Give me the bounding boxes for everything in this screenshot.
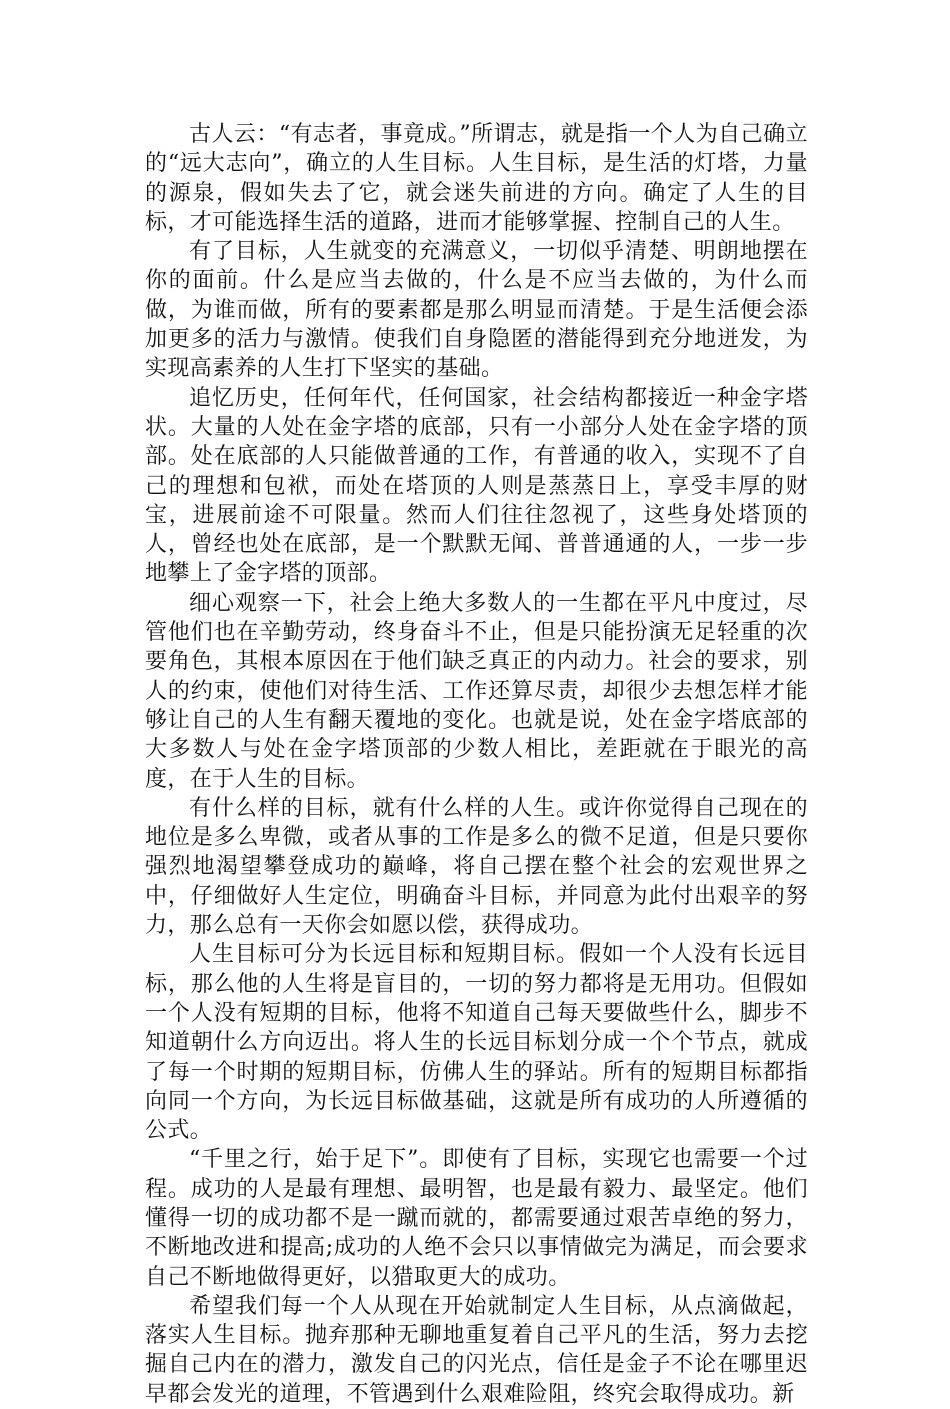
paragraph-6: 人生目标可分为长远目标和短期目标。假如一个人没有长远目标，那么他的人生将是盲目的，一切的努力都将是无用功。但假如一个人没有短期的目标，他将不知道自己每天要做些什么，脚步不知道朝什么方向迈出。将人生的长远目标划分成一个个节点，就成了每一个时期的短期目标，仿佛人生的驿站。所有的短期目标都指向同一个方向，为长远目标做基础，这就是所有成功的人所遵循的公式。 — [145, 942, 808, 1144]
paragraph-7: “千里之行，始于足下”。即使有了目标，实现它也需要一个过程。成功的人是最有理想、最明智，也是最有毅力、最坚定。他们懂得一切的成功都不是一蹴而就的，都需要通过艰苦卓绝的努力，不断地改进和提高;成功的人绝不会只以事情做完为满足，而会要求自己不断地做得更好，以猎取更大的成功。 — [145, 1147, 808, 1290]
document-body — [145, 120, 808, 1409]
paragraph-5: 有什么样的目标，就有什么样的人生。或许你觉得自己现在的地位是多么卑微，或者从事的工作是多么的微不足道，但是只要你强烈地渴望攀登成功的巅峰，将自己摆在整个社会的宏观世界之中，仔细做好人生定位，明确奋斗目标，并同意为此付出艰辛的努力，那么总有一天你会如愿以偿，获得成功。 — [145, 795, 808, 939]
paragraph-2: 有了目标，人生就变的充满意义，一切似乎清楚、明朗地摆在你的面前。什么是应当去做的，什么是不应当去做的，为什么而做，为谁而做，所有的要素都是那么明显而清楚。于是生活便会添加更多的活力与激情。使我们自身隐匿的潜能得到充分地迸发，为实现高素养的人生打下坚实的基础。 — [145, 239, 808, 382]
paragraph-8: 希望我们每一个人从现在开始就制定人生目标，从点滴做起，落实人生目标。抛弃那种无聊地重复着自己平凡的生活，努力去挖掘自己内在的潜力，激发自己的闪光点，信任是金子不论在哪里迟早都会发光的道理，不管遇到什么艰难险阻，终究会取得成功。新 — [145, 1293, 808, 1407]
paragraph-1: 古人云：“有志者，事竟成。”所谓志，就是指一个人为自己确立的“远大志向”，确立的人生目标。人生目标，是生活的灯塔，力量的源泉，假如失去了它，就会迷失前进的方向。确定了人生的目标，才可能选择生活的道路，进而才能够掌握、控制自己的人生。 — [145, 122, 808, 235]
paragraph-4: 细心观察一下，社会上绝大多数人的一生都在平凡中度过，尽管他们也在辛勤劳动，终身奋斗不止，但是只能扮演无足轻重的次要角色，其根本原因在于他们缺乏真正的内动力。社会的要求，别人的约束，使他们对待生活、工作还算尽责，却很少去想怎样才能够让自己的人生有翻天覆地的变化。也就是说，处在金字塔底部的大多数人与处在金字塔顶部的少数人相比，差距就在于眼光的高度，在于人生的目标。 — [145, 590, 808, 792]
paragraph-3: 追忆历史，任何年代，任何国家，社会结构都接近一种金字塔状。大量的人处在金字塔的底部，只有一小部分人处在金字塔的顶部。处在底部的人只能做普通的工作，有普通的收入，实现不了自己的理想和包袱，而处在塔顶的人则是蒸蒸日上，享受丰厚的财宝，进展前途不可限量。然而人们往往忽视了，这些身处塔顶的人，曾经也处在底部，是一个默默无闻、普普通通的人，一步一步地攀上了金字塔的顶部。 — [145, 385, 808, 587]
